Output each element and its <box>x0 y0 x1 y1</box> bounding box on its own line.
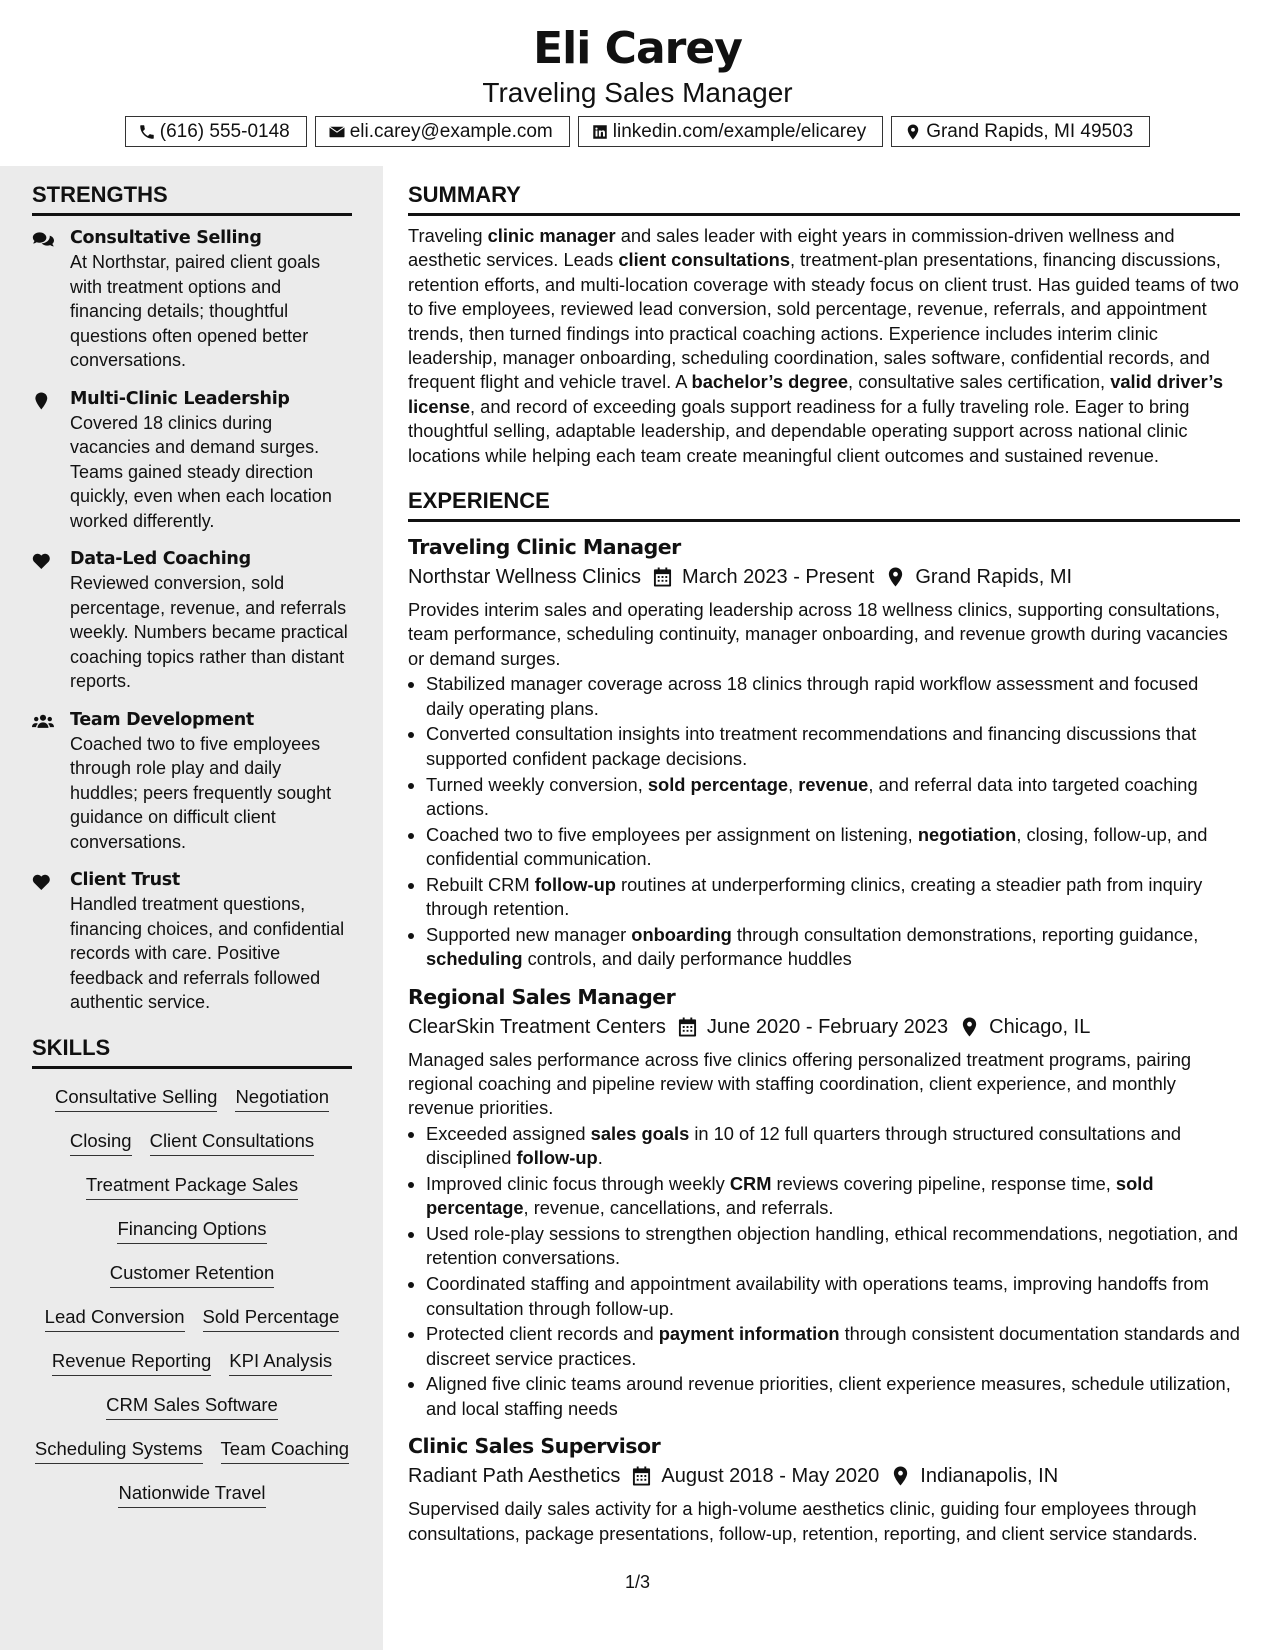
job-location: Indianapolis, IN <box>920 1465 1059 1488</box>
contact-linkedin-text: linkedin.com/example/elicarey <box>612 120 867 142</box>
job-company: ClearSkin Treatment Centers <box>408 1015 666 1038</box>
job-bullet: • Coached two to five employees per assignment on listening, negotiation, closing, follow-up, and confidential communication. <box>426 823 1240 872</box>
strength-text: Coached two to five employees through role play and daily huddles; peers frequently sought guidance on difficult client conversations. <box>70 733 332 852</box>
bold-keyword: valid driver’s license <box>408 371 1223 417</box>
calendar-icon <box>641 567 682 587</box>
page-number: 1/3 <box>624 1572 651 1592</box>
linkedin-icon <box>591 123 609 141</box>
contact-email[interactable] <box>315 116 570 147</box>
candidate-title: Traveling Sales Manager <box>482 77 793 108</box>
main-column <box>408 180 1240 1546</box>
strength-item <box>32 387 352 534</box>
resume-header <box>0 18 1275 147</box>
skill-tag: Revenue Reporting <box>52 1349 211 1376</box>
bold-keyword: sales goals <box>590 1122 690 1144</box>
skill-tag: Team Coaching <box>221 1437 350 1464</box>
skill-tag: Consultative Selling <box>55 1085 217 1112</box>
job-entry <box>408 1431 1240 1546</box>
strength-text: Reviewed conversion, sold percentage, revenue, and referrals weekly. Numbers became practical coaching topics rather than distant reports. <box>70 573 348 691</box>
job-dates: August 2018 - May 2020 <box>661 1465 880 1488</box>
experience-heading: EXPERIENCE <box>408 486 1240 522</box>
contact-bar <box>0 116 1275 147</box>
job-description: Supervised daily sales activity for a high-volume aesthetics clinic, guiding four employees through consultations, package presentations, follow-up, retention, reporting, and client service standards. <box>408 1498 1198 1544</box>
phone-icon <box>138 123 156 141</box>
candidate-name: Eli Carey <box>533 23 742 74</box>
skill-tag: KPI Analysis <box>229 1349 332 1376</box>
calendar-icon <box>666 1017 707 1037</box>
job-bullet: • Turned weekly conversion, sold percentage, revenue, and referral data into targeted coaching actions. <box>426 773 1240 822</box>
contact-phone-text: (616) 555-0148 <box>159 120 290 142</box>
job-meta <box>408 562 1240 592</box>
skill-tag: Financing Options <box>117 1217 266 1244</box>
job-entry <box>408 532 1240 972</box>
job-location: Grand Rapids, MI <box>915 566 1073 589</box>
job-bullets <box>408 1122 1240 1421</box>
map-pin-icon <box>904 123 922 141</box>
job-meta <box>408 1012 1240 1042</box>
map-pin-icon <box>948 1017 989 1037</box>
left-column <box>32 180 352 1508</box>
heart-icon <box>32 868 70 1015</box>
strength-title: Data-Led Coaching <box>70 549 251 569</box>
contact-phone[interactable] <box>125 116 307 147</box>
strength-title: Client Trust <box>70 870 180 890</box>
skill-tag: Client Consultations <box>150 1129 315 1156</box>
job-bullet: • Coordinated staffing and appointment availability with operations teams, improving handoffs from consultation through follow-up. <box>426 1272 1240 1321</box>
skill-tag: Sold Percentage <box>203 1305 340 1332</box>
job-entry <box>408 982 1240 1422</box>
skill-tag: CRM Sales Software <box>106 1393 278 1420</box>
skills-heading: SKILLS <box>32 1033 352 1069</box>
skill-tag: Lead Conversion <box>45 1305 185 1332</box>
job-bullet: • Exceeded assigned sales goals in 10 of 12 full quarters through structured consultations and disciplined follow-up. <box>426 1122 1240 1171</box>
job-bullet: • Stabilized manager coverage across 18 clinics through rapid workflow assessment and focused daily operating plans. <box>426 672 1240 721</box>
bold-keyword: clinic manager <box>487 225 616 246</box>
strengths-heading: STRENGTHS <box>32 180 352 216</box>
job-title: Regional Sales Manager <box>408 984 676 1009</box>
skill-tag: Closing <box>70 1129 132 1156</box>
job-bullets <box>408 672 1240 971</box>
calendar-icon <box>620 1466 661 1486</box>
heart-icon <box>32 547 70 694</box>
contact-location-text: Grand Rapids, MI 49503 <box>926 120 1134 142</box>
strength-item <box>32 708 352 855</box>
bold-keyword: CRM <box>729 1172 772 1194</box>
skill-tag: Treatment Package Sales <box>86 1173 298 1200</box>
envelope-icon <box>328 123 346 141</box>
bold-keyword: revenue <box>798 773 869 795</box>
comments-icon <box>32 226 70 373</box>
job-bullet: • Used role-play sessions to strengthen objection handling, ethical recommendations, negotiation, and retention conversations. <box>426 1222 1240 1271</box>
job-description: Provides interim sales and operating leadership across 18 wellness clinics, supporting consultations, team performance, scheduling continuity, manager onboarding, and revenue growth during vacancies or demand surges. <box>408 599 1228 669</box>
bold-keyword: follow-up <box>516 1147 598 1169</box>
bold-keyword: client consultations <box>618 249 791 271</box>
contact-email-text: eli.carey@example.com <box>349 120 553 142</box>
contact-linkedin[interactable] <box>578 116 883 147</box>
summary-text: Traveling clinic manager and sales leader with eight years in commission-driven wellness and aesthetic services. Leads client consultations, treatment-plan presentations, financing discussions, retention efforts, and multi-location coverage with steady focus on client trust. Has guided teams of two to five employees, reviewed lead conversion, sold percentage, revenue, referrals, and appointment trends, then turned findings into practical coaching actions. Experience includes interim clinic leadership, manager onboarding, scheduling coordination, sales software, confidential records, and frequent flight and vehicle travel. A bachelor’s degree, consultative sales certification, valid driver’s license, and record of exceeding goals support readiness for a fully traveling role. Eager to bring thoughtful selling, adaptable leadership, and dependable operating support across national clinic locations while helping each team create meaningful client outcomes and sustained revenue. <box>408 225 1239 466</box>
strength-text: Covered 18 clinics during vacancies and demand surges. Teams gained steady direction quickly, even when each location worked differently. <box>70 412 332 531</box>
bold-keyword: scheduling <box>426 948 523 970</box>
job-meta <box>408 1461 1240 1491</box>
bold-keyword: sold percentage <box>647 773 789 795</box>
bold-keyword: sold percentage <box>426 1172 1154 1219</box>
bold-keyword: follow-up <box>534 873 616 895</box>
job-bullet: • Protected client records and payment information through consistent documentation standards and discreet service practices. <box>426 1322 1240 1371</box>
bold-keyword: bachelor’s degree <box>691 371 849 393</box>
job-location: Chicago, IL <box>989 1015 1091 1038</box>
job-dates: March 2023 - Present <box>682 566 875 589</box>
job-description: Managed sales performance across five clinics offering personalized treatment programs, pairing regional coaching and pipeline review with staffing coordination, client experience, and monthly revenue priorities. <box>408 1048 1192 1119</box>
contact-location <box>891 116 1150 147</box>
strength-title: Multi-Clinic Leadership <box>70 388 290 409</box>
skill-tag: Customer Retention <box>110 1261 275 1288</box>
job-bullet: • Supported new manager onboarding through consultation demonstrations, reporting guidance, scheduling controls, and daily performance huddles <box>426 923 1240 972</box>
skills-list <box>32 1079 352 1508</box>
skill-tag: Negotiation <box>235 1085 329 1112</box>
strength-item <box>32 547 352 694</box>
job-company: Northstar Wellness Clinics <box>408 566 642 589</box>
strength-title: Consultative Selling <box>70 228 262 248</box>
job-title: Traveling Clinic Manager <box>408 535 681 560</box>
strength-item <box>32 868 352 1015</box>
strength-text: Handled treatment questions, financing choices, and confidential records with care. Positive feedback and referrals followed authentic service. <box>70 894 345 1012</box>
map-pin-icon <box>874 567 915 587</box>
job-company: Radiant Path Aesthetics <box>408 1465 621 1488</box>
job-bullet: • Converted consultation insights into treatment recommendations and financing discussions that supported confident package decisions. <box>426 722 1240 771</box>
job-title: Clinic Sales Supervisor <box>408 1434 661 1459</box>
job-bullet: • Aligned five clinic teams around revenue priorities, client experience measures, schedule utilization, and local staffing needs <box>426 1372 1240 1421</box>
skill-tag: Scheduling Systems <box>35 1437 203 1464</box>
job-bullet: • Rebuilt CRM follow-up routines at underperforming clinics, creating a steadier path from inquiry through retention. <box>426 873 1240 922</box>
bold-keyword: negotiation <box>917 823 1017 845</box>
map-pin-icon <box>879 1466 920 1486</box>
map-marker-icon <box>32 387 70 534</box>
skill-tag: Nationwide Travel <box>118 1481 265 1508</box>
job-dates: June 2020 - February 2023 <box>706 1015 949 1038</box>
strength-title: Team Development <box>70 709 254 730</box>
job-bullet: • Improved clinic focus through weekly CRM reviews covering pipeline, response time, sold percentage, revenue, cancellations, and referrals. <box>426 1172 1240 1221</box>
bold-keyword: payment information <box>658 1323 840 1345</box>
summary-heading: SUMMARY <box>408 180 1240 216</box>
strength-item <box>32 226 352 373</box>
strength-text: At Northstar, paired client goals with treatment options and financing details; thoughtful questions often opened better conversations. <box>70 252 321 370</box>
users-icon <box>32 708 70 855</box>
bold-keyword: onboarding <box>631 923 732 945</box>
